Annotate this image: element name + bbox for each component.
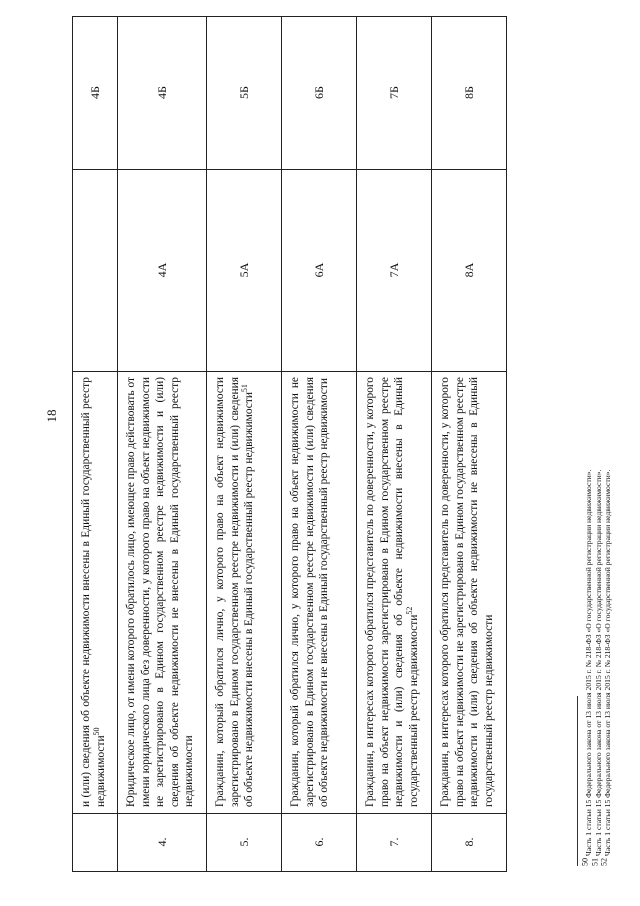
- row-code-a: [73, 170, 118, 372]
- row-description: [432, 372, 507, 814]
- row-text: и (или) сведения об объекте недвижимости внесены в Единый государственный реестр недвижимости: [80, 377, 107, 807]
- row-description: [282, 372, 357, 814]
- row-description: [118, 372, 207, 814]
- footnote-text: Часть 1 статьи 15 Федерального закона от 13 июля 2015 г. № 218-ФЗ «О государственной регистрации недвижимости».: [593, 469, 603, 857]
- table-row: [73, 17, 118, 872]
- row-code-a: 6А: [282, 170, 357, 372]
- row-number: 6.: [282, 814, 357, 872]
- footnote-ref: 52: [404, 606, 414, 615]
- footnote-mark: 52: [599, 858, 609, 866]
- row-code-b: 4Б: [73, 17, 118, 170]
- table-row: [118, 17, 207, 872]
- row-number: 7.: [357, 814, 432, 872]
- row-text: Юридическое лицо, от имени которого обратилось лицо, имеющее право действовать от имени юридического лица без доверенности, у которого право на объект недвижимости не зарегистрировано в Едином государственном реестре недвижимости и (или) сведения об объекте недвижимости не внесены в Единый государственный реестр недвижимости: [125, 377, 196, 807]
- row-description: [207, 372, 282, 814]
- row-text: Гражданин, в интересах которого обратился представитель по доверенности, у которого право на объект недвижимости зарегистрировано в Едином государственном реестре недвижимости и (или) сведения об объекте недвижимости внесены в Единый государственный реестр недвижимости: [364, 377, 420, 807]
- footnote-mark: 50: [580, 858, 590, 866]
- footnote-divider: [577, 696, 578, 866]
- footnote-text: Часть 1 статьи 15 Федерального закона от 13 июля 2015 г. № 218-ФЗ «О государственной регистрации недвижимости».: [603, 469, 613, 857]
- page-number: 18: [44, 409, 59, 423]
- row-code-a: 7А: [357, 170, 432, 372]
- row-description: [357, 372, 432, 814]
- row-number: 4.: [118, 814, 207, 872]
- footnote: [590, 166, 604, 866]
- footnote-text: Часть 1 статьи 15 Федерального закона от 13 июля 2015 г. № 218-ФЗ «О государственной регистрации недвижимости».: [584, 469, 593, 857]
- row-code-b: 4Б: [118, 17, 207, 170]
- row-code-a: 5А: [207, 170, 282, 372]
- row-code-b: 5Б: [207, 17, 282, 170]
- footnote: [580, 166, 594, 866]
- table-row: [357, 17, 432, 872]
- registration-table: [72, 16, 507, 872]
- footnote-ref: 51: [240, 384, 250, 393]
- row-code-a: 8А: [432, 170, 507, 372]
- footnote-mark: 51: [590, 858, 600, 866]
- table-row: [207, 17, 282, 872]
- table-row: [282, 17, 357, 872]
- row-text: Гражданин, в интересах которого обратился представитель по доверенности, у которого право на объект недвижимости не зарегистрировано в Едином государственном реестре недвижимости и (или) сведения об объекте недвижимости не внесены в Единый государственный реестр недвижимости: [439, 377, 495, 807]
- row-number: 5.: [207, 814, 282, 872]
- table-row: [432, 17, 507, 872]
- row-code-b: 8Б: [432, 17, 507, 170]
- row-description: [73, 372, 118, 814]
- row-text: Гражданин, который обратился лично, у которого право на объект недвижимости не зарегистрировано в Едином государственном реестре недвижимости и (или) сведения об объекте недвижимости не внесены в Единый государственный реестр недвижимости: [289, 377, 331, 807]
- footnote-ref: 50: [91, 727, 101, 736]
- row-code-b: 7Б: [357, 17, 432, 170]
- row-code-a: 4А: [118, 170, 207, 372]
- row-number: 8.: [432, 814, 507, 872]
- footnote: [599, 166, 613, 866]
- row-code-b: 6Б: [282, 17, 357, 170]
- row-number: [73, 814, 118, 872]
- footnotes: [580, 166, 613, 866]
- row-text: Гражданин, который обратился лично, у которого право на объект недвижимости зарегистрировано в Едином государственном реестре недвижимости и (или) сведения об объекте недвижимости внесены в Единый государственный реестр недвижимости: [214, 377, 256, 807]
